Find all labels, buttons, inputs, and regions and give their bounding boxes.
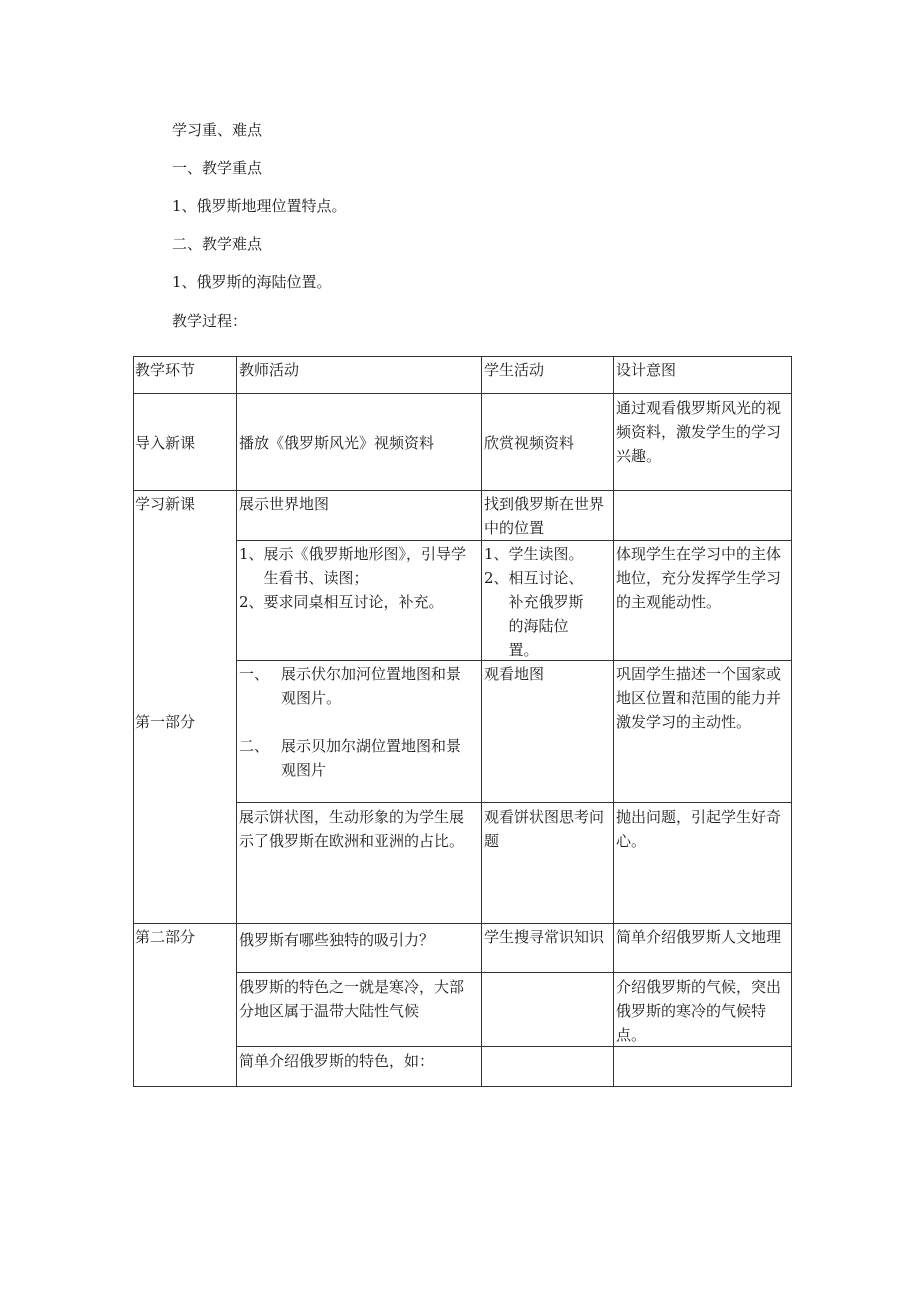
- table-divider: [236, 802, 792, 803]
- list-text: 展示《俄罗斯地形图》，引导学生看书、读图；: [263, 545, 467, 587]
- list-marker: 1、: [484, 545, 509, 563]
- table-divider: [236, 972, 792, 973]
- list-marker: 二、: [239, 737, 270, 755]
- teacher-activity: 俄罗斯的特色之一就是寒冷，大部分地区属于温带大陆性气候: [239, 978, 465, 1020]
- table-divider: [133, 923, 792, 924]
- lesson-process-table: [133, 356, 792, 1087]
- student-activity: 找到俄罗斯在世界中的位置: [484, 495, 605, 537]
- table-divider: [613, 356, 614, 1087]
- table-divider: [236, 356, 237, 1087]
- list-item: [239, 662, 475, 710]
- student-activity: 观看地图: [484, 665, 545, 683]
- table-border-top: [133, 356, 792, 357]
- process-heading: 教学过程：: [172, 312, 248, 330]
- table-divider: [133, 490, 792, 491]
- focus-item: 1、俄罗斯地理位置特点。: [172, 197, 347, 215]
- list-item: [239, 734, 475, 782]
- focus-heading: 一、教学重点: [172, 159, 263, 177]
- teacher-activity-list: [239, 542, 471, 614]
- design-intent: 体现学生在学习中的主体地位，充分发挥学生学习的主观能动性。: [616, 545, 782, 611]
- list-item: [239, 590, 471, 614]
- list-marker: 1、: [239, 545, 264, 563]
- table-divider: [133, 393, 792, 394]
- list-item: [484, 566, 594, 662]
- list-item: [484, 542, 594, 566]
- table-border-right: [791, 356, 792, 1087]
- stage-part-two: 第二部分: [135, 928, 196, 946]
- teacher-activity: 播放《俄罗斯风光》视频资料: [239, 434, 435, 452]
- table-border-left: [133, 356, 134, 1087]
- design-intent: 巩固学生描述一个国家或地区位置和范围的能力并激发学习的主动性。: [616, 665, 782, 731]
- list-marker: 2、: [239, 593, 264, 611]
- list-text: 展示贝加尔湖位置地图和景观图片: [281, 737, 462, 779]
- student-activity: 学生搜寻常识知识: [484, 928, 605, 946]
- design-intent: 抛出问题，引起学生好奇心。: [616, 808, 782, 850]
- stage-part-one: 第一部分: [135, 713, 196, 731]
- teacher-activity-list: [239, 662, 475, 782]
- design-intent: 通过观看俄罗斯风光的视频资料，激发学生的学习兴趣。: [616, 399, 782, 465]
- table-header-student: 学生活动: [484, 361, 545, 379]
- teacher-activity: 展示世界地图: [239, 495, 330, 513]
- table-border-bottom: [133, 1086, 792, 1087]
- teacher-activity: 俄罗斯有哪些独特的吸引力？: [239, 931, 435, 949]
- teacher-activity: 简单介绍俄罗斯的特色，如：: [239, 1052, 435, 1070]
- list-marker: 一、: [239, 665, 270, 683]
- table-divider: [236, 540, 792, 541]
- teacher-activity: 展示饼状图，生动形象的为学生展示了俄罗斯在欧洲和亚洲的占比。: [239, 808, 465, 850]
- stage-learn: 学习新课: [135, 495, 196, 513]
- table-divider: [481, 356, 482, 1087]
- list-item: [239, 542, 471, 590]
- student-activity-list: [484, 542, 594, 662]
- student-activity: 观看饼状图思考问题: [484, 808, 605, 850]
- difficulty-heading: 二、教学难点: [172, 235, 263, 253]
- list-text: 相互讨论、补充俄罗斯的海陆位置。: [508, 569, 584, 659]
- list-text: 展示伏尔加河位置地图和景观图片。: [281, 665, 462, 707]
- design-intent: 介绍俄罗斯的气候，突出俄罗斯的寒冷的气候特点。: [616, 978, 782, 1044]
- design-intent: 简单介绍俄罗斯人文地理: [616, 928, 782, 946]
- table-header-stage: 教学环节: [135, 361, 196, 379]
- list-text: 学生读图。: [508, 545, 584, 563]
- table-header-intent: 设计意图: [616, 361, 677, 379]
- stage-intro: 导入新课: [135, 434, 196, 452]
- table-header-teacher: 教师活动: [239, 361, 300, 379]
- difficulty-item: 1、俄罗斯的海陆位置。: [172, 273, 332, 291]
- key-points-heading: 学习重、难点: [172, 121, 263, 139]
- list-marker: 2、: [484, 569, 509, 587]
- student-activity: 欣赏视频资料: [484, 434, 575, 452]
- list-text: 要求同桌相互讨论，补充。: [263, 593, 444, 611]
